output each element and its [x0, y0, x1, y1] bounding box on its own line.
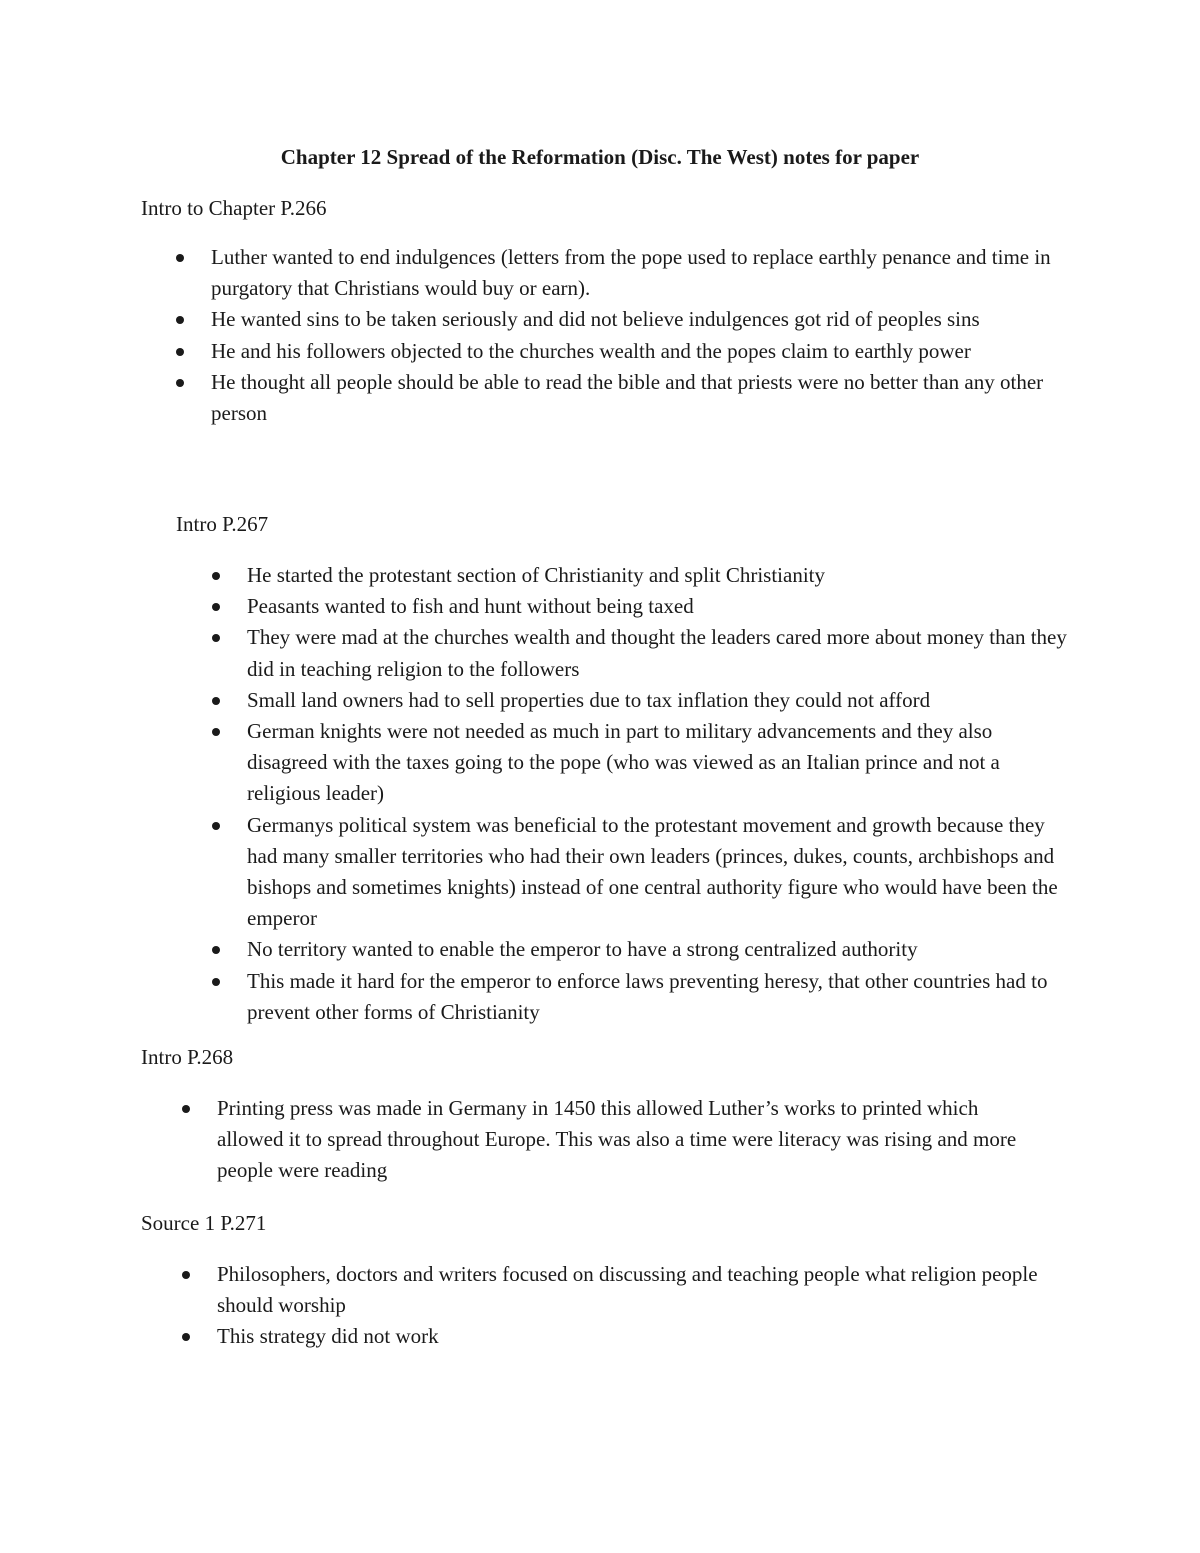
list-item	[211, 336, 1071, 367]
bullet-list	[217, 1093, 1047, 1187]
list-item	[247, 810, 1067, 935]
list-item-text: Germanys political system was beneficial to the protestant movement and growth because they had many smaller territories who had their own leaders (princes, dukes, counts, archbishops and bishops and sometimes knights) instead of one central authority figure who would have been the emperor	[247, 812, 1058, 931]
section-heading: Source 1 P.271	[141, 1211, 267, 1235]
list-item	[217, 1093, 1047, 1187]
bullet-icon	[176, 379, 184, 387]
list-item-text: Philosophers, doctors and writers focused on discussing and teaching people what religion people should worship	[217, 1262, 1038, 1318]
bullet-list	[217, 1259, 1047, 1353]
bullet-icon	[176, 348, 184, 356]
list-item-text: He started the protestant section of Christianity and split Christianity	[247, 563, 825, 587]
section-source-1-p271	[0, 1208, 1200, 1353]
list-item	[247, 591, 1067, 622]
list-item	[247, 622, 1067, 684]
bullet-icon	[212, 946, 220, 954]
section-heading: Intro P.268	[141, 1045, 234, 1069]
list-item	[211, 367, 1071, 429]
list-item-text: He wanted sins to be taken seriously and did not believe indulgences got rid of peoples sins	[211, 307, 980, 332]
bullet-list	[247, 560, 1067, 1028]
bullet-icon	[182, 1271, 190, 1279]
list-item-text: Printing press was made in Germany in 1450 this allowed Luther’s works to printed which allowed it to spread throughout Europe. This was also a time were literacy was rising and more people were reading	[217, 1096, 1017, 1183]
list-item-text: Small land owners had to sell properties due to tax inflation they could not afford	[247, 687, 931, 712]
list-item-text: He and his followers objected to the churches wealth and the popes claim to earthly power	[211, 338, 971, 363]
bullet-icon	[212, 822, 220, 830]
bullet-icon	[212, 728, 220, 736]
bullet-icon	[212, 978, 220, 986]
list-item	[211, 304, 1071, 335]
bullet-icon	[212, 572, 220, 580]
bullet-icon	[212, 603, 220, 611]
list-item-text: Luther wanted to end indulgences (letters from the pope used to replace earthly penance and time in purgatory that Christians would buy or earn).	[211, 245, 1051, 301]
bullet-icon	[176, 316, 184, 324]
list-item	[217, 1321, 1047, 1352]
section-heading: Intro to Chapter P.266	[141, 196, 327, 220]
list-item	[247, 934, 1067, 965]
bullet-icon	[182, 1105, 190, 1113]
list-item	[211, 242, 1071, 304]
list-item-text: German knights were not needed as much in part to military advancements and they also disagreed with the taxes going to the pope (who was viewed as an Italian prince and not a religious leader)	[247, 719, 1000, 806]
section-intro-to-chapter	[0, 193, 1200, 429]
list-item-text: This made it hard for the emperor to enforce laws preventing heresy, that other countries had to prevent other forms of Christianity	[247, 968, 1048, 1024]
section-intro-p267	[0, 509, 1200, 1028]
list-item	[217, 1259, 1047, 1321]
page-title: Chapter 12 Spread of the Reformation (Disc. The West) notes for paper	[280, 145, 920, 169]
list-item	[247, 560, 1067, 591]
list-item-text: Peasants wanted to fish and hunt without being taxed	[247, 594, 694, 619]
list-item	[247, 966, 1067, 1028]
list-item-text: No territory wanted to enable the emperor to have a strong centralized authority	[247, 937, 918, 962]
list-item	[247, 716, 1067, 810]
bullet-icon	[182, 1333, 190, 1341]
bullet-icon	[176, 254, 184, 262]
bullet-icon	[212, 697, 220, 705]
list-item-text: They were mad at the churches wealth and thought the leaders cared more about money than they did in teaching religion to the followers	[247, 625, 1067, 681]
list-item-text: This strategy did not work	[217, 1324, 439, 1349]
bullet-icon	[212, 634, 220, 642]
bullet-list	[211, 242, 1071, 429]
section-heading: Intro P.267	[176, 512, 269, 536]
list-item	[247, 685, 1067, 716]
list-item-text: He thought all people should be able to read the bible and that priests were no better than any other person	[211, 369, 1044, 426]
section-intro-p268	[0, 1042, 1200, 1187]
